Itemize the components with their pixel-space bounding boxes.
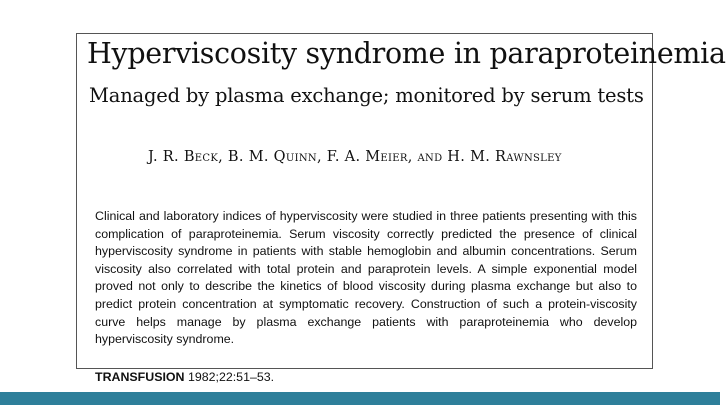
paper-citation [95, 369, 274, 386]
paper-subtitle: Managed by plasma exchange; monitored by serum tests [89, 84, 644, 107]
citation-details: 1982;22:51–53. [184, 370, 275, 384]
citation-journal: TRANSFUSION [95, 370, 185, 384]
paper-authors: J. R. Beck, B. M. Quinn, F. A. Meier, and H. M. Rawnsley [148, 149, 562, 165]
paper-abstract-card [76, 33, 726, 384]
paper-abstract: Clinical and laboratory indices of hyperviscosity were studied in three patients presenting with this complication of paraproteinemia. Serum viscosity correctly predicted the presence of clinical hyperviscosity syndrome in patients with stable hemoglobin and albumin concentrations. Serum viscosity also correlated with total protein and paraprotein levels. A simple exponential model proved not only to describe the kinetics of blood viscosity during plasma exchange but also to predict protein concentration at symptomatic recovery. Construction of such a protein-viscosity curve helps manage by plasma exchange patients with paraproteinemia who develop hyperviscosity syndrome. [95, 209, 637, 347]
bottom-accent-bar [0, 392, 720, 405]
paper-title: Hyperviscosity syndrome in paraproteinemia [87, 37, 726, 70]
